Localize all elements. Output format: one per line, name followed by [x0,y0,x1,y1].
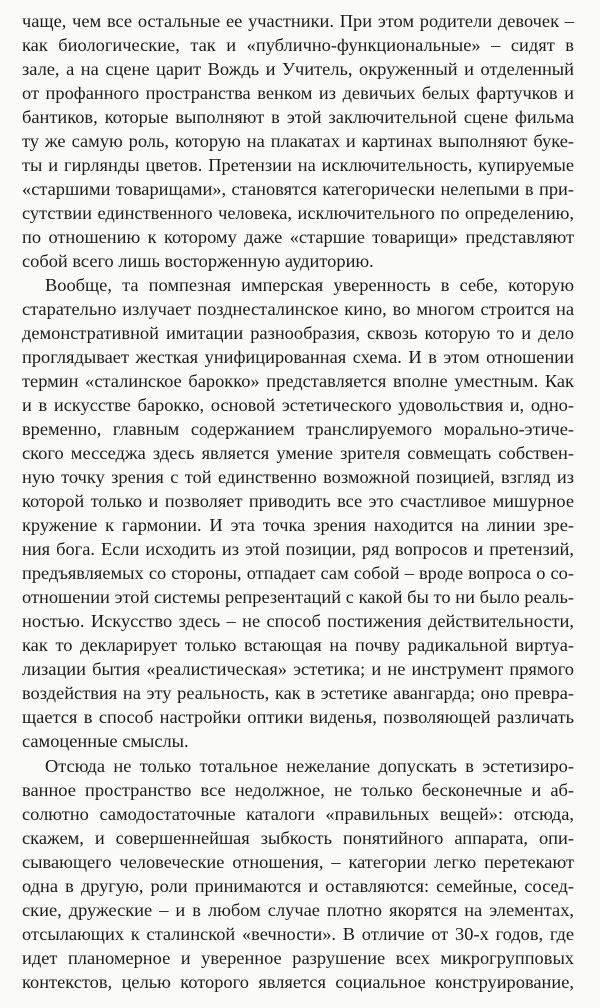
text-line: контекстов, целью которого является социальное конструирование, [22,972,574,992]
text-line: сутствии единственного человека, исключительного по определению, [22,203,574,223]
text-line: от профанного пространства венком из девичьих белых фартучков и [22,83,574,103]
text-line: Отсюда не только тотальное нежелание допускать в эстетизиро- [45,756,574,776]
text-line: ную точку зрения с той единственно возможной позицией, взгляд из [22,467,574,487]
text-line: демонстративной имитации разнообразия, сквозь которую то и дело [22,323,574,343]
text-line: ские, дружеские – и в любом случае плотно якорятся на элементах, [22,900,574,920]
text-line: щается в способ настройки оптики виденья, позволяющей различать [22,707,574,727]
text-line: отношении этой системы репрезентаций с какой бы то ни было реаль- [22,587,574,607]
text-line: ты и гирлянды цветов. Претензии на исключительность, купируемые [22,155,574,175]
text-line: и в искусстве барокко, основой эстетического удовольствия и, одно- [22,395,574,415]
text-line: воздействия на эту реальность, как в эстетике авангарда; оно превра- [22,683,574,703]
text-line: по отношению к которому даже «старшие товарищи» представляют [22,227,574,247]
text-line: солютно самодостаточные каталоги «правильных вещей»: отсюда, [22,804,574,824]
text-line: которой только и позволяет приводить все это счастливое мишурное [22,491,574,511]
text-line: ностью. Искусство здесь – не способ постижения действительности, [22,611,574,631]
text-line: ского месседжа здесь является умение зрителя совмещать собствен- [22,443,574,463]
text-line: как то декларирует только встающая на почву радикальной виртуа- [22,635,574,655]
text-line: самоценные смыслы. [22,731,189,751]
text-line: зале, а на сцене царит Вождь и Учитель, окруженный и отделенный [22,59,574,79]
text-line: кружение к гармонии. И эта точка зрения находится на линии зре- [22,515,574,535]
text-line: отсылающих к сталинской «вечности». В отличие от 30-х годов, где [22,924,574,944]
text-line: Вообще, та помпезная имперская уверенность в себе, которую [45,275,574,295]
text-line: бантиков, которые выполняют в этой заключительной сцене фильма [22,107,574,127]
text-line: временно, главным содержанием транслируемого морально-этиче- [22,419,574,439]
text-line: ванное пространство все недолжное, не только бесконечные и аб- [22,780,574,800]
text-line: идет планомерное и уверенное разрушение всех микрогрупповых [22,948,574,968]
text-line: старательно излучает позднесталинское кино, во многом строится на [22,299,574,319]
text-line: «старшими товарищами», становятся категорически нелепыми в при- [22,179,574,199]
text-line: сывающего человеческие отношения, – категории легко перетекают [22,852,574,872]
text-line: лизации бытия «реалистическая» эстетика; и не инструмент прямого [22,659,574,679]
text-line: термин «сталинское барокко» представляется вполне уместным. Как [22,371,574,391]
text-line: ту же самую роль, которую на плакатах и картинах выполняют буке- [22,131,574,151]
text-line: предъявляемых со стороны, отпадает сам собой – вроде вопроса о со- [22,563,574,583]
text-line: одна в другую, роли принимаются и оставляются: семейные, сосед- [22,876,574,896]
text-line: скажем, и совершеннейшая зыбкость понятийного аппарата, опи- [22,828,574,848]
text-line: проглядывает жесткая унифицированная схема. И в этом отношении [22,347,574,367]
text-line: собой всего лишь восторженную аудиторию. [22,251,374,271]
text-line: как биологические, так и «публично-функциональные» – сидят в [22,35,574,55]
text-line: ния бога. Если исходить из этой позиции, ряд вопросов и претензий, [22,539,574,559]
text-line: чаще, чем все остальные ее участники. При этом родители девочек – [22,11,574,31]
